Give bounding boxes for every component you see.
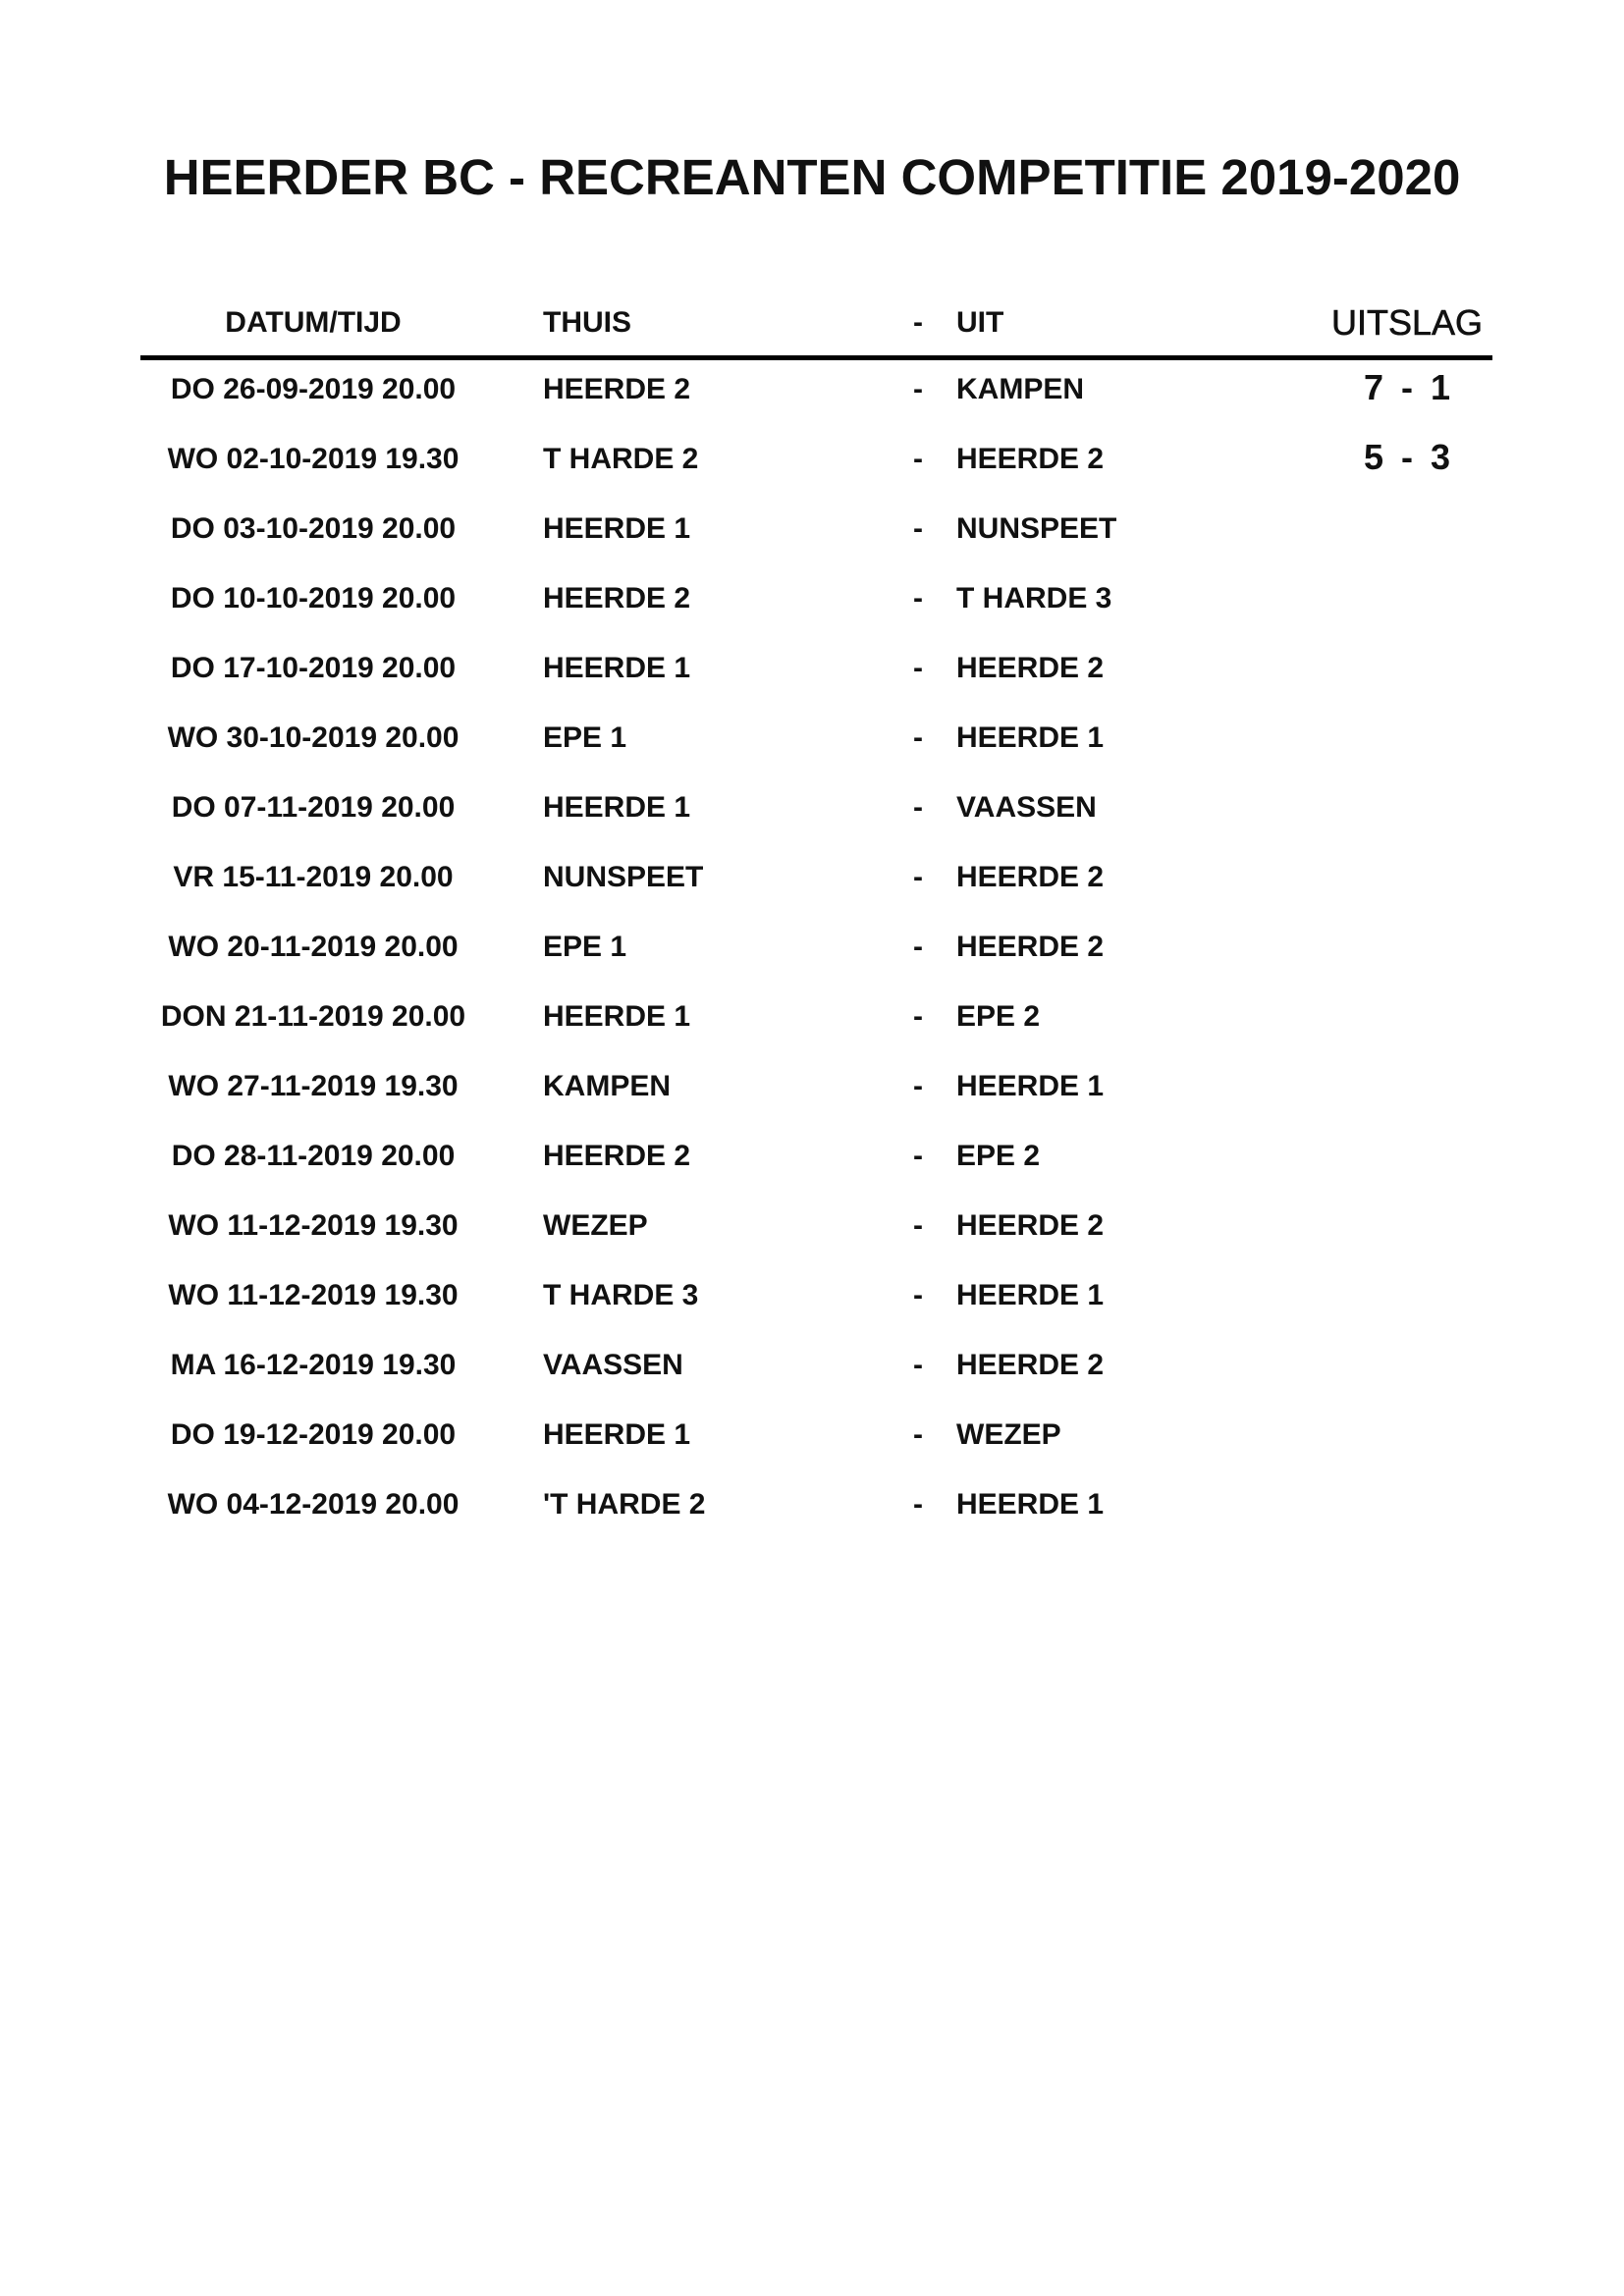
header-result: UITSLAG bbox=[1330, 302, 1484, 343]
match-away: VAASSEN bbox=[956, 791, 1097, 824]
match-separator: - bbox=[913, 1488, 923, 1521]
match-home: HEERDE 2 bbox=[543, 373, 691, 405]
match-home: EPE 1 bbox=[543, 721, 627, 754]
match-schedule-table bbox=[140, 294, 1492, 1545]
match-date: WO 02-10-2019 19.30 bbox=[167, 443, 460, 475]
match-home: KAMPEN bbox=[543, 1070, 672, 1102]
match-separator: - bbox=[913, 1000, 923, 1033]
header-home: THUIS bbox=[543, 306, 631, 339]
match-home: T HARDE 3 bbox=[543, 1279, 699, 1311]
match-home: HEERDE 2 bbox=[543, 582, 691, 614]
table-row bbox=[140, 1127, 1492, 1242]
match-date: WO 30-10-2019 20.00 bbox=[167, 721, 460, 754]
match-away: T HARDE 3 bbox=[956, 582, 1112, 614]
match-separator: - bbox=[913, 1209, 923, 1242]
match-date: WO 11-12-2019 19.30 bbox=[168, 1279, 459, 1311]
match-result: 5 - 3 bbox=[1363, 437, 1451, 477]
table-row bbox=[140, 291, 1492, 407]
match-away: EPE 2 bbox=[956, 1000, 1041, 1033]
table-row bbox=[140, 918, 1492, 1033]
match-separator: - bbox=[913, 1418, 923, 1451]
match-home: HEERDE 1 bbox=[543, 652, 691, 684]
match-away: HEERDE 2 bbox=[956, 443, 1105, 475]
header-date: DATUM/TIJD bbox=[225, 306, 402, 339]
match-date: DO 17-10-2019 20.00 bbox=[170, 652, 457, 684]
match-away: HEERDE 2 bbox=[956, 1209, 1105, 1242]
match-away: HEERDE 1 bbox=[956, 1488, 1105, 1521]
match-rows bbox=[140, 291, 1492, 1521]
match-home: EPE 1 bbox=[543, 931, 627, 963]
match-away: EPE 2 bbox=[956, 1140, 1041, 1172]
match-away: HEERDE 1 bbox=[956, 1279, 1105, 1311]
match-separator: - bbox=[913, 373, 923, 405]
match-separator: - bbox=[913, 512, 923, 545]
table-row bbox=[140, 988, 1492, 1102]
match-date: DO 26-09-2019 20.00 bbox=[170, 373, 457, 405]
table-row bbox=[140, 1406, 1492, 1521]
match-separator: - bbox=[913, 1140, 923, 1172]
match-home: T HARDE 2 bbox=[543, 443, 699, 475]
match-separator: - bbox=[913, 931, 923, 963]
match-away: HEERDE 2 bbox=[956, 931, 1105, 963]
match-separator: - bbox=[913, 1070, 923, 1102]
match-home: HEERDE 1 bbox=[543, 791, 691, 824]
match-away: HEERDE 1 bbox=[956, 721, 1105, 754]
match-separator: - bbox=[913, 721, 923, 754]
match-separator: - bbox=[913, 652, 923, 684]
match-separator: - bbox=[913, 443, 923, 475]
match-away: HEERDE 1 bbox=[956, 1070, 1105, 1102]
match-home: HEERDE 1 bbox=[543, 1000, 691, 1033]
table-row bbox=[140, 569, 1492, 684]
match-home: NUNSPEET bbox=[543, 861, 704, 893]
match-separator: - bbox=[913, 1279, 923, 1311]
match-date: DO 07-11-2019 20.00 bbox=[171, 791, 456, 824]
match-home: HEERDE 1 bbox=[543, 1418, 691, 1451]
match-away: KAMPEN bbox=[956, 373, 1085, 405]
table-row bbox=[140, 639, 1492, 754]
match-date: DO 10-10-2019 20.00 bbox=[170, 582, 457, 614]
match-date: WO 04-12-2019 20.00 bbox=[167, 1488, 460, 1521]
header-separator: - bbox=[913, 306, 923, 339]
table-row bbox=[140, 709, 1492, 824]
table-row bbox=[140, 1266, 1492, 1381]
table-row bbox=[140, 1336, 1492, 1451]
match-separator: - bbox=[913, 861, 923, 893]
match-away: NUNSPEET bbox=[956, 512, 1117, 545]
match-date: DO 28-11-2019 20.00 bbox=[171, 1140, 456, 1172]
match-result: 7 - 1 bbox=[1363, 367, 1451, 407]
match-separator: - bbox=[913, 582, 923, 614]
match-home: HEERDE 2 bbox=[543, 1140, 691, 1172]
match-away: HEERDE 2 bbox=[956, 1349, 1105, 1381]
match-date: WO 20-11-2019 20.00 bbox=[168, 931, 459, 963]
match-date: DON 21-11-2019 20.00 bbox=[160, 1000, 466, 1033]
table-row bbox=[140, 500, 1492, 614]
match-date: WO 27-11-2019 19.30 bbox=[168, 1070, 459, 1102]
match-date: DO 19-12-2019 20.00 bbox=[170, 1418, 457, 1451]
table-row bbox=[140, 1197, 1492, 1311]
match-away: HEERDE 2 bbox=[956, 861, 1105, 893]
table-row bbox=[140, 360, 1492, 477]
match-home: 'T HARDE 2 bbox=[543, 1488, 706, 1521]
match-date: WO 11-12-2019 19.30 bbox=[168, 1209, 459, 1242]
table-row bbox=[140, 778, 1492, 893]
match-home: HEERDE 1 bbox=[543, 512, 691, 545]
page-title: HEERDER BC - RECREANTEN COMPETITIE 2019-2020 bbox=[163, 149, 1461, 205]
match-separator: - bbox=[913, 1349, 923, 1381]
match-date: MA 16-12-2019 19.30 bbox=[170, 1349, 457, 1381]
match-home: WEZEP bbox=[543, 1209, 648, 1242]
header-away: UIT bbox=[956, 306, 1004, 339]
match-away: HEERDE 2 bbox=[956, 652, 1105, 684]
table-row bbox=[140, 430, 1492, 545]
table-row bbox=[140, 1057, 1492, 1172]
match-date: DO 03-10-2019 20.00 bbox=[170, 512, 457, 545]
match-separator: - bbox=[913, 791, 923, 824]
match-date: VR 15-11-2019 20.00 bbox=[173, 861, 454, 893]
match-away: WEZEP bbox=[956, 1418, 1061, 1451]
table-row bbox=[140, 848, 1492, 963]
match-home: VAASSEN bbox=[543, 1349, 683, 1381]
